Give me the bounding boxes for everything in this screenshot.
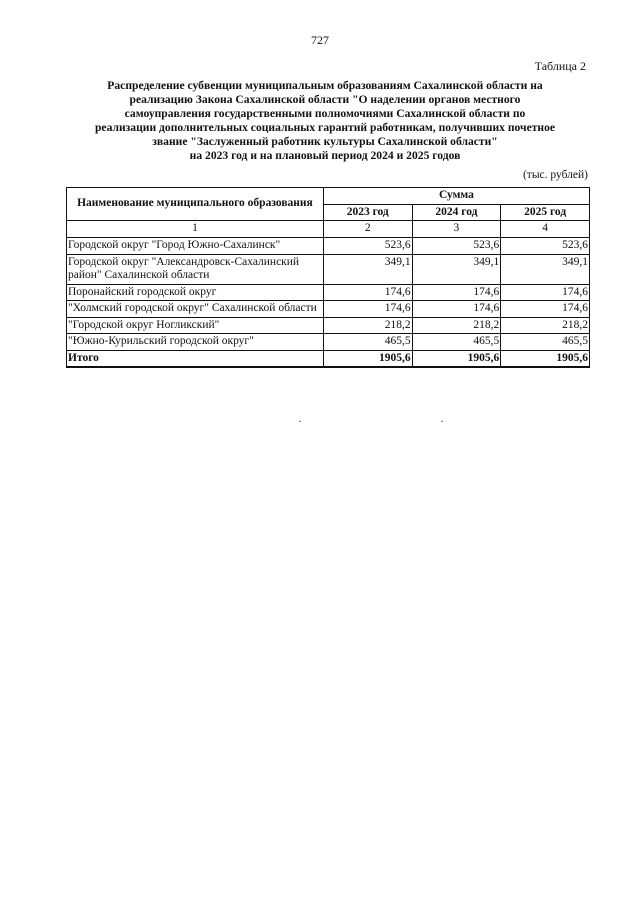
title-line: реализации дополнительных социальных гарантий работникам, получивших почетное [94, 121, 556, 135]
amount-2025: 349,1 [501, 254, 590, 284]
scan-speck: · [440, 414, 444, 428]
total-2024: 1905,6 [412, 350, 501, 367]
table-row [67, 317, 590, 334]
title-line: реализацию Закона Сахалинской области "О наделении органов местного [129, 93, 521, 107]
subsidy-table [66, 187, 590, 368]
table-row [67, 334, 590, 351]
column-number: 2 [323, 221, 412, 238]
amount-2025: 174,6 [501, 284, 590, 301]
municipality-name: Городской округ "Александровск-Сахалинский район" Сахалинской области [67, 254, 324, 284]
table-row [67, 254, 590, 284]
header-year-2025: 2025 год [501, 204, 590, 221]
table-label: Таблица 2 [534, 59, 586, 73]
header-year-2024: 2024 год [412, 204, 501, 221]
amount-2023: 465,5 [323, 334, 412, 351]
table-row [67, 301, 590, 318]
title-line: на 2023 год и на плановый период 2024 и 2025 годов [189, 149, 461, 163]
title-line: звание "Заслуженный работник культуры Сахалинской области" [152, 135, 498, 149]
amount-2024: 218,2 [412, 317, 501, 334]
title-line: самоуправления государственными полномочиями Сахалинской области по [124, 107, 526, 121]
amount-2025: 465,5 [501, 334, 590, 351]
amount-2024: 349,1 [412, 254, 501, 284]
title-line: Распределение субвенции муниципальным образованиям Сахалинской области на [107, 79, 543, 92]
amount-2024: 174,6 [412, 284, 501, 301]
table-body [67, 238, 590, 368]
header-sum: Сумма [323, 188, 589, 205]
municipality-name: "Южно-Курильский городской округ" [67, 334, 324, 351]
amount-2025: 174,6 [501, 301, 590, 318]
header-year-2023: 2023 год [323, 204, 412, 221]
municipality-name: "Городской округ Ногликский" [67, 317, 324, 334]
amount-2023: 174,6 [323, 301, 412, 318]
table-row [67, 238, 590, 255]
total-2023: 1905,6 [323, 350, 412, 367]
municipality-name: Городской округ "Город Южно-Сахалинск" [67, 238, 324, 255]
municipality-name: "Холмский городской округ" Сахалинской области [67, 301, 324, 318]
header-name: Наименование муниципального образования [67, 188, 324, 221]
document-title [60, 79, 590, 164]
table-row [67, 284, 590, 301]
total-row [67, 350, 590, 367]
column-number: 1 [67, 221, 324, 238]
column-number: 3 [412, 221, 501, 238]
amount-2024: 174,6 [412, 301, 501, 318]
amount-2024: 465,5 [412, 334, 501, 351]
amount-2024: 523,6 [412, 238, 501, 255]
page-number: 727 [311, 33, 329, 47]
amount-2023: 349,1 [323, 254, 412, 284]
municipality-name: Поронайский городской округ [67, 284, 324, 301]
units-note: (тыс. рублей) [522, 169, 588, 181]
amount-2025: 218,2 [501, 317, 590, 334]
amount-2023: 523,6 [323, 238, 412, 255]
amount-2023: 218,2 [323, 317, 412, 334]
scan-speck: · [298, 414, 302, 428]
total-2025: 1905,6 [501, 350, 590, 367]
total-label: Итого [67, 350, 324, 367]
amount-2025: 523,6 [501, 238, 590, 255]
amount-2023: 174,6 [323, 284, 412, 301]
column-number: 4 [501, 221, 590, 238]
